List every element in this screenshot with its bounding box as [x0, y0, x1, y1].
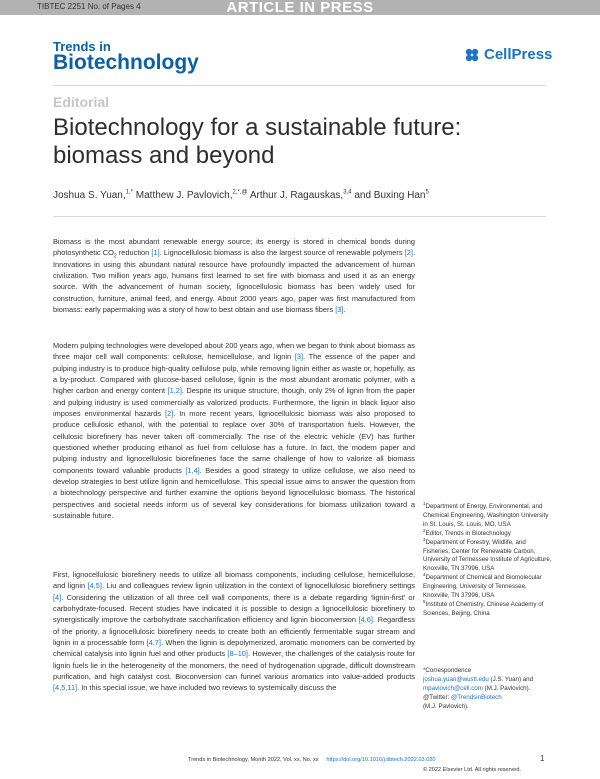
body-text: Modern pulping technologies were developed about 200 years ago, when we began to think about biomass as three major cell wall components: cellulose, hemicellulose, and lignin	[53, 341, 415, 362]
journal-code: TIBTEC 2251 No. of Pages 4	[37, 2, 141, 11]
author-affiliation-marks: 1,*	[125, 189, 133, 196]
body-text: . Innovations in using this abundant natural resource have profoundly impacted the advancement of human civilization. Two million years ago, humans first learned to set fire with biomass and used it as an energy source. With the advancement of human society, lignocellulosic biomass has been widely used for construction, furniture, animal feed, and energy. About 2000 years ago, paper was first manufactured from biomass: early papermaking was a story of how to best obtain and use biomass fibers	[53, 248, 415, 315]
banner-text: ARTICLE IN PRESS	[226, 0, 374, 16]
body-text: . Lignocellulosic biomass is also the largest source of renewable polymers	[159, 248, 405, 258]
body-text: . In this special issue, we have included two reviews to systemically discuss the	[77, 683, 337, 693]
affiliation-item	[423, 598, 553, 619]
header-divider	[53, 85, 546, 86]
correspondence-who-1: (J.S. Yuan) and	[488, 675, 534, 683]
author-affiliation-marks: 3,4	[343, 189, 352, 196]
author-name: Arthur J. Ragauskas,	[247, 190, 344, 201]
twitter-prefix: @Twitter:	[423, 693, 451, 701]
citation-link[interactable]: [1,2]	[167, 386, 182, 396]
correspondence-who-3: (M.J. Pavlovich).	[423, 702, 469, 710]
doi-link[interactable]: https://doi.org/10.1016/j.tibtech.2022.03.020	[326, 757, 436, 763]
body-paragraph-1	[53, 236, 415, 315]
author-name: Joshua S. Yuan,	[53, 190, 126, 201]
citation-link[interactable]: [2]	[165, 409, 174, 419]
body-text: . Liu and colleagues review lignin utilization in the context of lignocellulosic biorefinery settings	[101, 581, 415, 591]
affiliation-item	[423, 500, 553, 530]
body-text: . The essence of the paper and pulping industry is to produce high-quality cellulose pulp, while removing lignin either as waste or, hopefully, as a by-product. Compared with glucose-based cellulose, lignin is the most abundant aromatic polymer, with a higher carbon and energy content	[53, 352, 415, 396]
author-affiliation-marks: 2,*,@	[232, 189, 248, 196]
body-text: reduction	[116, 248, 152, 258]
body-text: .	[343, 305, 346, 315]
article-in-press-banner	[0, 0, 600, 15]
citation-link[interactable]: [4,7]	[146, 638, 161, 648]
body-paragraph-2	[53, 340, 415, 522]
authors-divider	[53, 216, 546, 217]
body-text: . Besides a good strategy to utilize cellulose, we also need to develop strategies to best utilize lignin and hemicellulose. This special issue aims to answer the question from a biotechnology perspective and further examine the options beyond lignocellulosic biomass. The historical perspectives and societal needs inform us of several key considerations for biomass utilization toward a sustainable future.	[53, 465, 415, 521]
body-text: . In more recent years, lignocellulosic biomass was also proposed to produce cellulosic ethanol, with the potential to replace over 30% of transportation fuels. However, the cellulosic biorefinery has never taken off commercially. The rise of the electric vehicle (EV) has further questioned whether producing ethanol as fuel from cellulose has a future. In fact, the modern paper and pulping industry and lignocellulosic biorefineries face the same challenge of how to valorize all biomass components toward valuable products	[53, 409, 415, 475]
body-text: . However, the challenges of the catalysis route for lignin fuels lie in the heterogeneity of the monomers, the need of hydrogenation upgrade, difficult downstream purification, and high catalyst cost. Bioconversion can funnel various aromatics into value-added products	[53, 649, 415, 682]
affiliation-item	[423, 536, 553, 578]
subscript: 2	[113, 253, 117, 260]
author-name: and Buxing Han	[351, 190, 426, 201]
section-label: Editorial	[53, 94, 110, 110]
affiliation-mark: 2	[423, 527, 426, 533]
citation-link[interactable]: [3]	[294, 352, 304, 362]
citation-link[interactable]: [2]	[404, 248, 413, 258]
email-link-yuan[interactable]: joshua.yuan@wustl.edu	[423, 675, 489, 683]
affiliations	[423, 500, 553, 619]
cellpress-logo[interactable]	[464, 46, 552, 63]
correspondence-label: *Correspondence	[423, 667, 472, 674]
affiliation-item	[423, 574, 553, 601]
author-affiliation-marks: 5	[425, 189, 429, 196]
article-title: Biotechnology for a sustainable future: biomass and beyond	[53, 114, 462, 169]
body-text: . Considering the utilization of all three cell wall components, there is a debate regarding ‘lignin-first’ or carbohydrate-focused. Recent studies have indicated it is possible to design a lignocellulosic biorefinery to synergistically improve the carbohydrate saccharification efficiency and lignin bioconversion	[53, 592, 415, 625]
body-text: . Despite its unique structure, though, only 2% of lignin from the paper and pulping industry is used commercially as valorized products. Furthermore, the lignin in black liquor also imposes environmental hazards	[53, 386, 415, 419]
affiliation-mark: 4	[423, 572, 426, 578]
citation-link[interactable]: [4,5,11]	[53, 683, 78, 693]
citation-link[interactable]: [1]	[151, 248, 160, 258]
affiliation-text: Department of Energy, Environmental, and Chemical Engineering, Washington University in St. Louis, St. Louis, MO, USA	[423, 503, 549, 528]
body-text: . Regardless of the priority, a lignocellulosic biorefinery needs to create both an efficiently fermentable sugar stream and lignin in a processable form	[53, 615, 415, 648]
body-text: First, lignocellulosic biorefinery needs to utilize all biomass components, including cellulose, hemicellulose, and lignin	[53, 570, 415, 591]
affiliation-mark: 5	[423, 598, 426, 604]
author-name: Matthew J. Pavlovich,	[133, 190, 233, 201]
affiliation-mark: 1	[423, 500, 426, 506]
copyright: © 2022 Elsevier Ltd. All rights reserved.	[423, 767, 522, 773]
body-paragraph-3	[53, 569, 415, 694]
author-list	[53, 190, 429, 201]
citation-link[interactable]: [1,4]	[185, 465, 200, 475]
cellpress-icon	[464, 47, 480, 63]
journal-name-line2: Biotechnology	[53, 51, 199, 74]
body-text: Biomass is the most abundant renewable energy source; its energy is stored in chemical bonds during photosynthetic CO	[53, 237, 415, 258]
page-number: 1	[540, 754, 545, 763]
publisher-name: CellPress	[484, 46, 553, 63]
citation-text: Trends in Biotechnology, Month 2022, Vol. xx, No. xx	[188, 757, 319, 763]
affiliation-text: Institute of Chemistry, Chinese Academy of Sciences, Beijing, China	[423, 600, 544, 617]
citation-link[interactable]: [4]	[53, 592, 62, 602]
journal-name-line1: Trends in	[53, 39, 111, 54]
affiliation-item	[423, 527, 553, 539]
citation-link[interactable]: [4,5]	[87, 581, 102, 591]
twitter-link[interactable]: @TrendsinBiotech	[450, 693, 502, 701]
citation-link[interactable]: [8–10]	[227, 649, 248, 659]
email-link-pavlovich[interactable]: mpavlovich@cell.com	[423, 684, 483, 692]
affiliation-text: Department of Chemical and Biomolecular Engineering, University of Tennessee, Knoxville, TN 37996, USA	[423, 574, 542, 600]
citation-link[interactable]: [4,6]	[358, 615, 373, 625]
footer-citation	[188, 757, 436, 763]
citation-link[interactable]: [3]	[335, 305, 344, 315]
affiliation-mark: 3	[423, 536, 426, 542]
affiliation-text: Department of Forestry, Wildlife, and Fisheries, Center for Renewable Carbon, University of Tennessee Institute of Agriculture, Knoxville, TN 37996, USA	[423, 538, 552, 573]
affiliation-text: Editor, Trends in Biotechnology	[425, 529, 511, 537]
body-text: . When the lignin is depolymerized, aromatic monomers can be converted by chemical catalysis into lignin fuel and other products	[53, 638, 415, 659]
correspondence-who-2: (M.J. Pavlovich).	[482, 684, 531, 692]
correspondence	[423, 667, 553, 712]
